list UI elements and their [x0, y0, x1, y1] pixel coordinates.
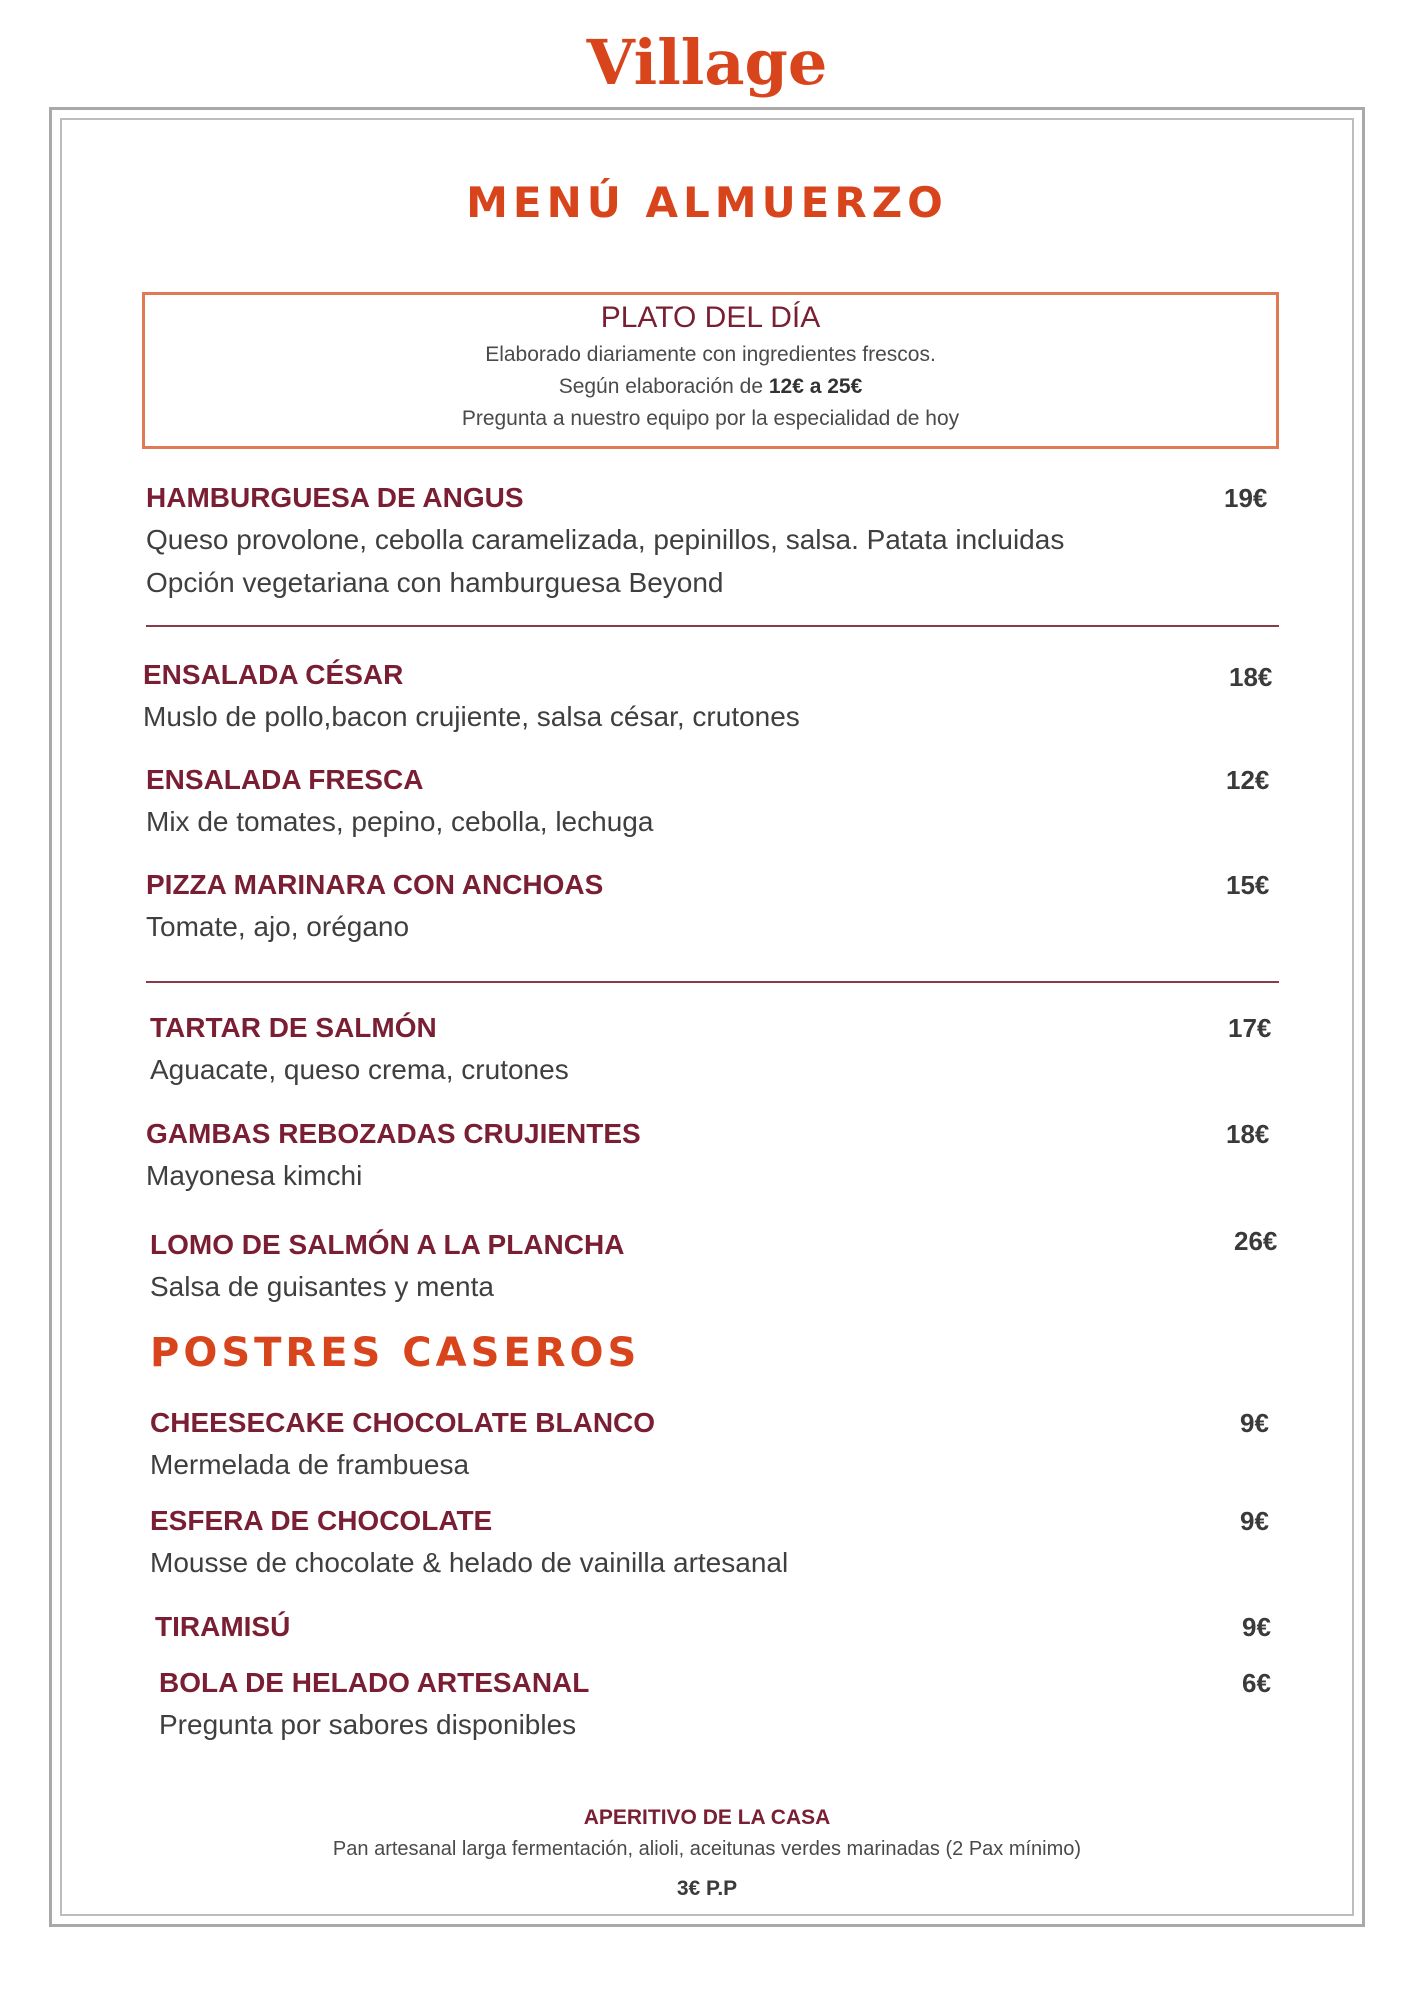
menu-item-desc: Tomate, ajo, orégano — [146, 911, 410, 942]
menu-item-price: 18€ — [1226, 1119, 1270, 1149]
aperitivo-desc: Pan artesanal larga fermentación, alioli, aceitunas verdes marinadas (2 Pax mínimo) — [332, 1838, 1082, 1860]
menu-item-price: 18€ — [1229, 662, 1273, 692]
menu-item-name: PIZZA MARINARA CON ANCHOAS — [146, 869, 604, 900]
dessert-price: 6€ — [1242, 1668, 1271, 1698]
menu-item-desc-extra: Opción vegetariana con hamburguesa Beyond — [146, 567, 724, 598]
aperitivo-price: 3€ P.P — [676, 1877, 738, 1900]
daily-special-line2 — [145, 375, 1276, 399]
menu-title: MENÚ ALMUERZO — [466, 178, 948, 227]
menu-item-price: 12€ — [1226, 765, 1270, 795]
menu-item-desc: Mix de tomates, pepino, cebolla, lechuga — [146, 806, 654, 837]
daily-special-line2-prefix: Según elaboración de — [558, 375, 769, 398]
dessert-desc: Mousse de chocolate & helado de vainilla artesanal — [150, 1547, 789, 1578]
dessert-name: BOLA DE HELADO ARTESANAL — [159, 1667, 590, 1698]
dessert-name: ESFERA DE CHOCOLATE — [150, 1505, 493, 1536]
menu-item-name: ENSALADA CÉSAR — [143, 659, 404, 690]
daily-special-line3: Pregunta a nuestro equipo por la especialidad de hoy — [461, 407, 960, 430]
menu-item-desc: Muslo de pollo,bacon crujiente, salsa césar, crutones — [143, 701, 800, 732]
daily-special-line1: Elaborado diariamente con ingredientes frescos. — [485, 343, 936, 366]
dessert-name: CHEESECAKE CHOCOLATE BLANCO — [150, 1407, 656, 1438]
dessert-price: 9€ — [1240, 1506, 1269, 1536]
dessert-name: TIRAMISÚ — [155, 1611, 291, 1642]
menu-item-name: HAMBURGUESA DE ANGUS — [146, 482, 524, 513]
daily-special-box — [142, 292, 1279, 449]
aperitivo-title: APERITIVO DE LA CASA — [583, 1806, 831, 1829]
dessert-desc: Mermelada de frambuesa — [150, 1449, 470, 1480]
menu-item-price: 26€ — [1234, 1226, 1278, 1256]
dessert-price: 9€ — [1240, 1408, 1269, 1438]
desserts-title: POSTRES CASEROS — [150, 1330, 641, 1376]
dessert-desc: Pregunta por sabores disponibles — [159, 1709, 577, 1740]
section-divider — [146, 625, 1279, 627]
menu-item-desc: Queso provolone, cebolla caramelizada, pepinillos, salsa. Patata incluidas — [146, 524, 1065, 555]
menu-item-desc: Aguacate, queso crema, crutones — [150, 1054, 569, 1085]
menu-item-name: GAMBAS REBOZADAS CRUJIENTES — [146, 1118, 641, 1149]
daily-special-title: PLATO DEL DÍA — [600, 301, 821, 334]
menu-item-name: LOMO DE SALMÓN A LA PLANCHA — [150, 1229, 625, 1260]
menu-item-price: 17€ — [1228, 1013, 1272, 1043]
daily-special-price-range: 12€ a 25€ — [768, 375, 863, 398]
dessert-price: 9€ — [1242, 1612, 1271, 1642]
menu-item-price: 19€ — [1224, 483, 1268, 513]
section-divider — [146, 981, 1279, 983]
menu-item-name: TARTAR DE SALMÓN — [150, 1012, 437, 1043]
brand-logo: Village — [586, 26, 828, 99]
menu-item-desc: Salsa de guisantes y menta — [150, 1271, 494, 1302]
menu-item-price: 15€ — [1226, 870, 1270, 900]
menu-item-desc: Mayonesa kimchi — [146, 1160, 363, 1191]
menu-item-name: ENSALADA FRESCA — [146, 764, 424, 795]
